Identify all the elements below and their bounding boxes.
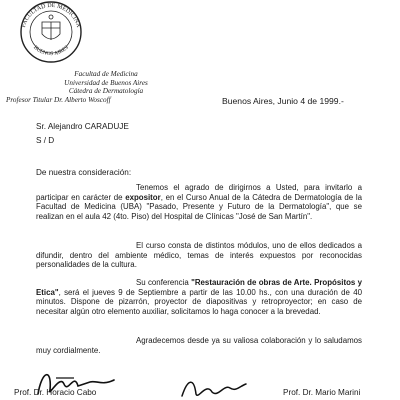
letterhead-faculty: Facultad de Medicina [74, 70, 138, 78]
letterhead-department: Cátedra de Dermatología [68, 87, 144, 96]
paragraph-closing: Agradecemos desde ya su valiosa colaboración y lo saludamos muy cordialmente. [36, 336, 362, 355]
signatory-left: Prof. Dr. Horacio Cabo [14, 388, 97, 397]
recipient-block [36, 120, 129, 148]
bold-conference-title: "Restauración de obras de Arte. Propósitos y Etica" [36, 278, 362, 297]
paragraph-course: El curso consta de distintos módulos, uno de ellos dedicados a difundir, dentro del ambiente médico, temas de interés expuestos por reconocidas personalidades de la cultura. [36, 241, 362, 270]
letterhead [6, 70, 206, 104]
letterhead-professor: Profesor Titular Dr. Alberto Woscoff [6, 95, 111, 104]
bold-expositor: expositor [125, 192, 161, 202]
faculty-seal [14, 0, 88, 64]
recipient-ref: S / D [36, 136, 55, 145]
recipient-name: Sr. Alejandro CARADUJE [36, 122, 129, 131]
seal-ring-bottom: BUENOS AIRES [32, 44, 70, 58]
letter-date: Buenos Aires, Junio 4 de 1999.- [222, 96, 344, 106]
paragraph-conference: Su conferencia "Restauración de obras de Arte. Propósitos y Etica", será el jueves 9 de Septiembre a partir de las 10.00 hs., con una duración de 40 minutos. Dispone de pizarrón, proyector de diapositivas y retroproyector; en caso de necesitar algún otro elemento auxiliar, solicitamos lo haga conocer a la brevedad. [36, 278, 362, 316]
seal-emblem-icon [42, 15, 60, 40]
signatory-right: Prof. Dr. Mario Marini [283, 388, 361, 397]
paragraph-invitation: Tenemos el agrado de dirigirnos a Usted, para invitarlo a participar en carácter de expositor, en el Curso Anual de la Cátedra de Dermatología de la Facultad de Medicina (UBA) "Pasado, Presente y Futuro de la Dermatología", que se realizan en el aula 42 (4to. Piso) del Hospital de Clínicas "José de San Martín". [36, 183, 362, 221]
letterhead-university: Universidad de Buenos Aires [64, 78, 148, 87]
greeting: De nuestra consideración: [36, 168, 132, 177]
signature-right [178, 374, 248, 400]
seal-ring-top: FACULTAD DE MEDICINA [20, 2, 82, 29]
